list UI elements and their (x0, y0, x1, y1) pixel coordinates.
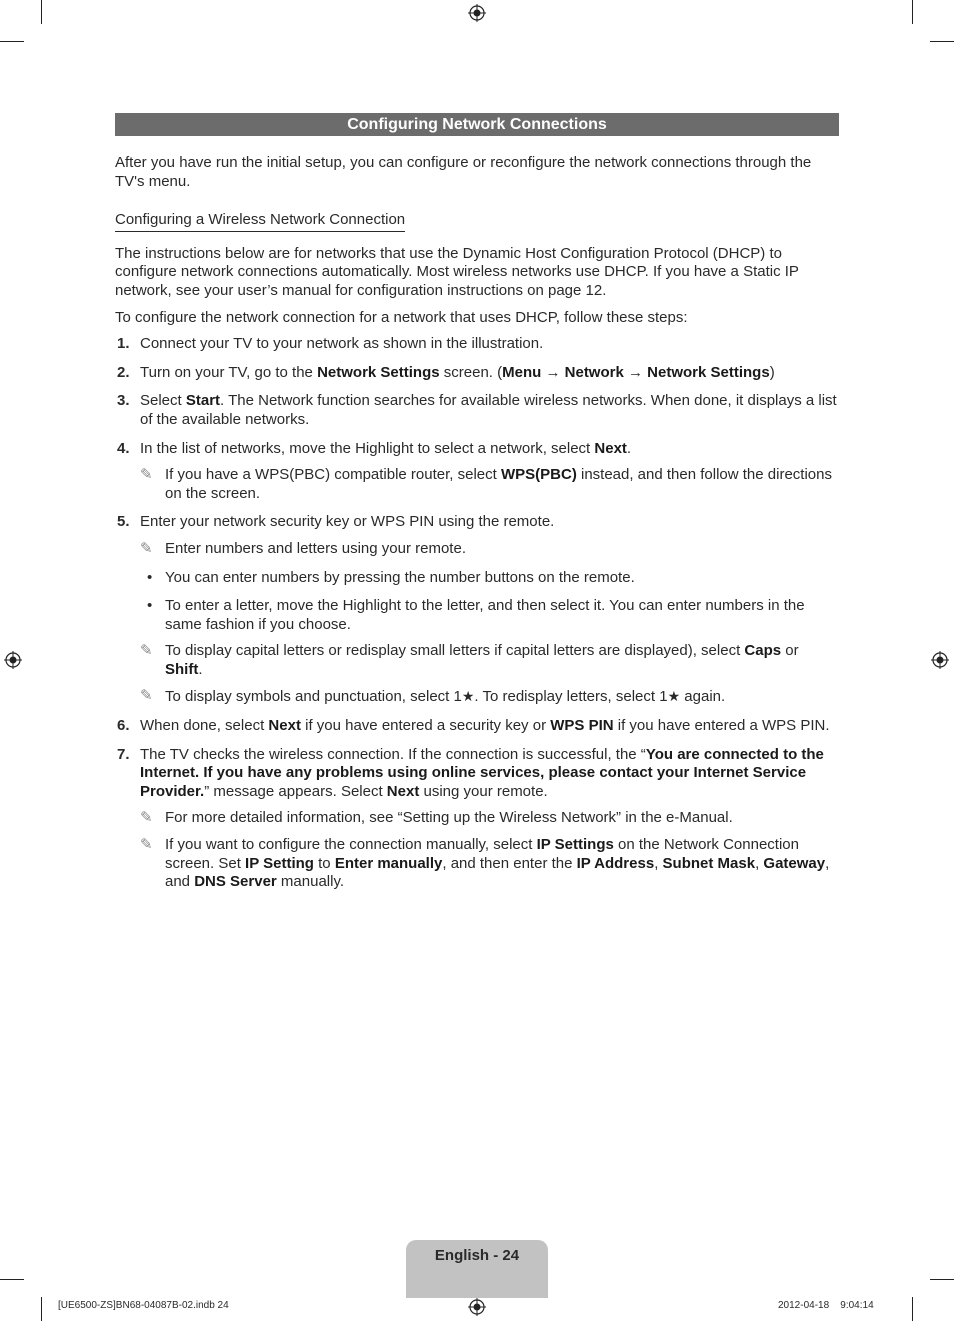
bullet-item: • You can enter numbers by pressing the number buttons on the remote. (147, 568, 635, 586)
bullet-icon: • (147, 568, 153, 586)
crop-mark (930, 1279, 954, 1280)
footer-file-info: [UE6500-ZS]BN68-04087B-02.indb 24 (58, 1300, 229, 1311)
steps-intro: To configure the network connection for a network that uses DHCP, follow these steps: (115, 308, 688, 326)
step-7: 7. The TV checks the wireless connection. If the connection is successful, the “You are connected to the Internet. If you have any problems using online services, please contact your Internet Service Provider.” message appears. Select Next using your remote. ✎ For more detailed information, see “Setting up the Wireless Network” in the e-Manual. ✎ If you want to configure the connection manually, select IP Settings on the Network Connection screen. Set IP Setting to Enter manually, and then enter the IP Address, Subnet Mask, Gateway, and DNS Server manually. (115, 746, 839, 892)
note: ✎ To display symbols and punctuation, select 1★. To redisplay letters, select 1★ again. (140, 687, 726, 706)
star-icon: ★ (461, 688, 475, 705)
subheading: Configuring a Wireless Network Connection (115, 211, 405, 232)
steps-list (115, 335, 839, 892)
crosshair-registration-icon (468, 1298, 486, 1316)
crop-mark (930, 41, 954, 42)
page-number-tab: English - 24 (406, 1240, 548, 1298)
step-number: 1. (117, 335, 130, 353)
pencil-note-icon: ✎ (140, 809, 153, 827)
note: ✎ If you want to configure the connection manually, select IP Settings on the Network Connection screen. Set IP Setting to Enter manually, and then enter the IP Address, Subnet Mask, Gateway, and DNS Server manually. (140, 836, 830, 891)
bullet-icon: • (147, 597, 153, 615)
step-6: 6. When done, select Next if you have entered a security key or WPS PIN if you have entered a WPS PIN. (117, 717, 830, 735)
step-5: 5. Enter your network security key or WPS PIN using the remote. ✎ Enter numbers and letters using your remote. • You can enter numbers by pressing the number buttons on the remote. • To enter a letter, move the Highlight to the letter, and then select it. You can enter numbers in the same fashion if you choose. ✎ To display capital letters or redisplay small letters if capital letters are displayed), select Caps or Shift. ✎ To display symbols and punctuation, select 1★. To redisplay letters, select 1★ again. (115, 513, 839, 707)
footer-timestamp: 2012-04-18 9:04:14 (778, 1300, 874, 1311)
step-number: 3. (117, 392, 130, 410)
pencil-note-icon: ✎ (140, 539, 153, 557)
crop-mark (0, 1279, 24, 1280)
crosshair-registration-icon (468, 4, 486, 22)
step-1: 1. Connect your TV to your network as shown in the illustration. (117, 335, 544, 353)
step-2: 2. Turn on your TV, go to the Network Settings screen. (Menu → Network → Network Settings) (117, 363, 775, 381)
section-title: Configuring Network Connections (115, 113, 839, 136)
note: ✎ If you have a WPS(PBC) compatible router, select WPS(PBC) instead, and then follow the directions on the screen. (140, 466, 832, 502)
step-number: 4. (117, 439, 130, 457)
step-number: 7. (117, 745, 130, 763)
dhcp-paragraph: The instructions below are for networks that use the Dynamic Host Configuration Protocol (DHCP) to configure network connections automatically. Most wireless networks use DHCP. If you have a Static IP network, see your user’s manual for configuration instructions on page 12. (115, 244, 799, 299)
step-number: 6. (117, 717, 130, 735)
crop-mark (41, 1297, 42, 1321)
pencil-note-icon: ✎ (140, 687, 153, 705)
intro-paragraph: After you have run the initial setup, you can configure or reconfigure the network connections through the TV's menu. (115, 154, 812, 190)
crop-mark (912, 1297, 913, 1321)
crop-mark (912, 0, 913, 24)
step-4: 4. In the list of networks, move the Highlight to select a network, select Next. ✎ If you have a WPS(PBC) compatible router, select WPS(PBC) instead, and then follow the directions on the screen. (115, 440, 839, 504)
note: ✎ Enter numbers and letters using your remote. (140, 539, 466, 557)
pencil-note-icon: ✎ (140, 466, 153, 484)
star-icon: ★ (667, 688, 681, 705)
crosshair-registration-icon (4, 651, 22, 669)
step-3: 3. Select Start. The Network function searches for available wireless networks. When done, it displays a list of the available networks. (117, 392, 837, 428)
pencil-note-icon: ✎ (140, 642, 153, 660)
crop-mark (41, 0, 42, 24)
pencil-note-icon: ✎ (140, 836, 153, 854)
step-number: 2. (117, 363, 130, 381)
note: ✎ For more detailed information, see “Setting up the Wireless Network” in the e-Manual. (140, 809, 733, 827)
step-number: 5. (117, 513, 130, 531)
bullet-item: • To enter a letter, move the Highlight to the letter, and then select it. You can enter numbers in the same fashion if you choose. (147, 597, 805, 633)
note: ✎ To display capital letters or redisplay small letters if capital letters are displayed), select Caps or Shift. (140, 642, 799, 678)
crosshair-registration-icon (931, 651, 949, 669)
crop-mark (0, 41, 24, 42)
document-body (115, 154, 839, 902)
